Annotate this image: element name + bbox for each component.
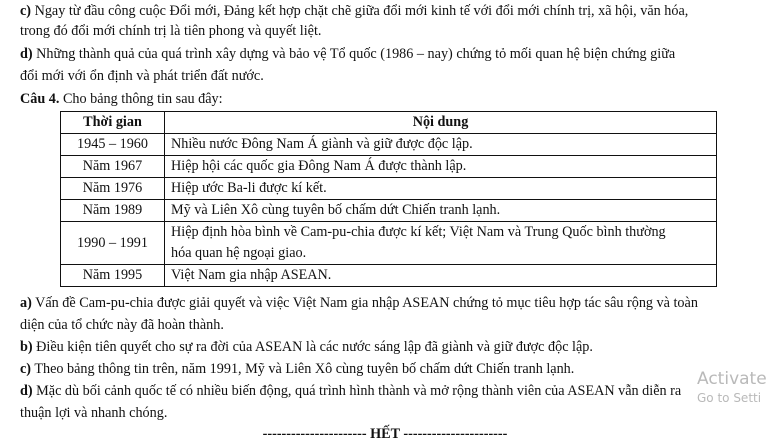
info-table [60,111,717,287]
statement-c-line2: trong đó đổi mới chính trị là tiên phong và quyết liệt. [20,23,322,39]
question-label: Câu 4. [20,91,60,107]
statement-d2-text: Mặc dù bối cảnh quốc tế có nhiều biến động, quá trình hình thành và mở rộng thành viên của ASEAN vẫn diễn ra [32,383,682,399]
statement-a-line2: diện của tổ chức này đã hoàn thành. [20,317,224,333]
table-header-row [61,112,717,134]
question-text: Cho bảng thông tin sau đây: [59,91,223,107]
row-time: 1945 – 1960 [61,134,165,156]
header-content: Nội dung [165,112,717,134]
table-row [61,178,717,200]
statement-c2-text: Theo bảng thông tin trên, năm 1991, Mỹ và Liên Xô cùng tuyên bố chấm dứt Chiến tranh lạnh. [31,361,575,377]
statement-d2-label: d) [20,383,33,399]
statement-c2-line1 [20,362,574,376]
row-time: Năm 1976 [61,178,165,200]
statement-a-label: a) [20,295,32,311]
row-content: Việt Nam gia nhập ASEAN. [165,265,717,287]
question-title [20,92,223,106]
row-content [165,222,717,265]
table-row [61,156,717,178]
statement-c-line1 [20,4,688,18]
statement-c-label: c) [20,3,32,19]
end-dashes-right: ---------------------- [403,426,508,442]
header-time: Thời gian [61,112,165,134]
watermark-settings: Go to Setti [697,391,762,405]
end-word: HẾT [370,426,400,442]
statement-a-text: Vấn đề Cam-pu-chia được giải quyết và việc Việt Nam gia nhập ASEAN chứng tỏ mục tiêu hợp tác sâu rộng và toàn [31,295,698,311]
statement-d-line2: đổi mới với ổn định và phát triển đất nước. [20,68,264,84]
statement-c2-label: c) [20,361,32,377]
row-time: 1990 – 1991 [61,222,165,265]
row-content: Hiệp hội các quốc gia Đông Nam Á được thành lập. [165,156,717,178]
end-dashes-left: ---------------------- [262,426,367,442]
statement-d2-line2: thuận lợi và nhanh chóng. [20,405,168,421]
row-content: Nhiều nước Đông Nam Á giành và giữ được độc lập. [165,134,717,156]
statement-d2-line1 [20,384,681,398]
statement-b-label: b) [20,339,33,355]
row-content: Mỹ và Liên Xô cùng tuyên bố chấm dứt Chiến tranh lạnh. [165,200,717,222]
table-row [61,222,717,265]
row-content-line2: hóa quan hệ ngoại giao. [171,245,307,261]
statement-b-line1 [20,340,593,354]
statement-c-text: Ngay từ đầu công cuộc Đổi mới, Đảng kết hợp chặt chẽ giữa đổi mới kinh tế với đổi mới chính trị, xã hội, văn hóa, [31,3,689,19]
statement-d-label: d) [20,46,33,62]
row-time: Năm 1967 [61,156,165,178]
statement-d-line1 [20,47,675,61]
statement-d-text: Những thành quả của quá trình xây dựng và bảo vệ Tổ quốc (1986 – nay) chứng tỏ mối quan hệ biện chứng giữa [32,46,676,62]
row-content: Hiệp ước Ba-li được kí kết. [165,178,717,200]
end-marker [0,427,770,441]
row-content-line1: Hiệp định hòa bình về Cam-pu-chia được kí kết; Việt Nam và Trung Quốc bình thường [171,224,666,240]
row-time: Năm 1989 [61,200,165,222]
table-row [61,200,717,222]
watermark-activate: Activate [697,369,767,389]
statement-a-line1 [20,296,698,310]
table-row [61,265,717,287]
table-row [61,134,717,156]
statement-b-text: Điều kiện tiên quyết cho sự ra đời của ASEAN là các nước sáng lập đã giành và giữ được độc lập. [32,339,593,355]
row-time: Năm 1995 [61,265,165,287]
